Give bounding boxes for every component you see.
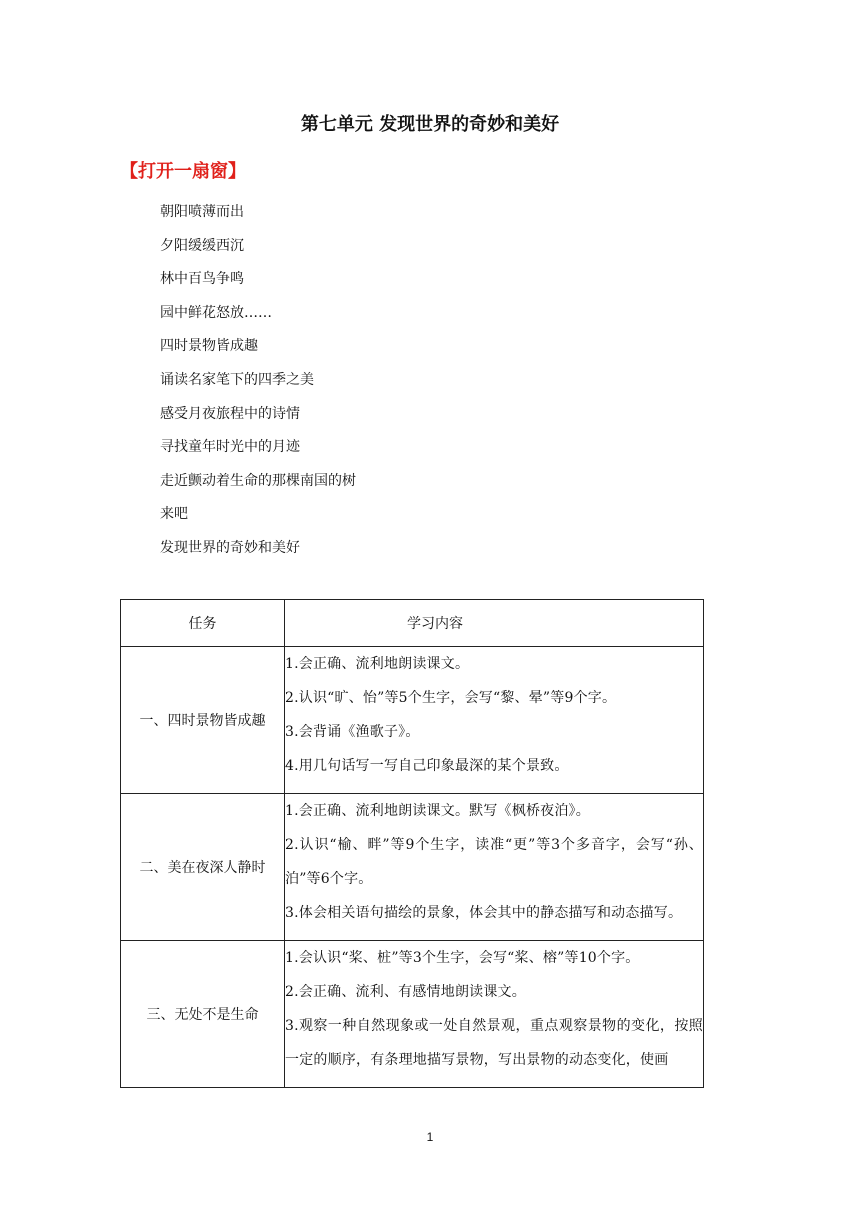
table-header-row	[121, 600, 704, 647]
table-row	[121, 794, 704, 941]
content-item: 3.会背诵《渔歌子》。	[285, 724, 420, 740]
task-name: 二、美在夜深人静时	[121, 794, 285, 941]
poem-line: 诵读名家笔下的四季之美	[160, 371, 314, 388]
poem-lines	[160, 198, 356, 568]
task-content	[285, 941, 704, 1088]
task-name: 三、无处不是生命	[121, 941, 285, 1088]
content-item: 2.认识“榆、畔”等9个生字，读准“更”等3个多音字，会写“孙、泊”等6个字。	[285, 837, 703, 887]
poem-line: 夕阳缓缓西沉	[160, 237, 244, 254]
poem-line: 来吧	[160, 506, 188, 523]
poem-line: 走近颤动着生命的那棵南国的树	[160, 472, 356, 489]
task-content	[285, 794, 704, 941]
content-item: 3.体会相关语句描绘的景象，体会其中的静态描写和动态描写。	[285, 905, 683, 921]
table-row	[121, 647, 704, 794]
content-item: 4.用几句话写一写自己印象最深的某个景致。	[285, 758, 569, 774]
section-heading: 【打开一扇窗】	[120, 161, 246, 182]
task-content	[285, 647, 704, 794]
poem-line: 园中鲜花怒放……	[160, 304, 272, 321]
poem-line: 感受月夜旅程中的诗情	[160, 405, 300, 422]
task-name: 一、四时景物皆成趣	[121, 647, 285, 794]
content-item: 1.会正确、流利地朗读课文。	[285, 656, 470, 672]
header-task: 任务	[121, 600, 285, 647]
content-item: 2.会正确、流利、有感情地朗读课文。	[285, 984, 526, 1000]
table-row	[121, 941, 704, 1088]
task-table	[120, 599, 704, 1088]
poem-line: 发现世界的奇妙和美好	[160, 539, 300, 556]
poem-line: 朝阳喷薄而出	[160, 204, 244, 220]
content-item: 3.观察一种自然现象或一处自然景观，重点观察景物的变化，按照一定的顺序，有条理地描写景物，写出景物的动态变化，使画	[285, 1018, 703, 1068]
content-item: 2.认识“旷、怡”等5个生字，会写“黎、晕”等9个字。	[285, 690, 617, 706]
poem-line: 林中百鸟争鸣	[160, 271, 244, 288]
header-content: 学习内容	[285, 600, 704, 647]
content-item: 1.会认识“桨、桩”等3个生字，会写“桨、榕”等10个字。	[285, 950, 640, 966]
poem-line: 寻找童年时光中的月迹	[160, 439, 300, 456]
page-number: 1	[426, 1130, 434, 1144]
poem-line: 四时景物皆成趣	[160, 338, 258, 355]
page-title: 第七单元 发现世界的奇妙和美好	[300, 114, 560, 135]
content-item: 1.会正确、流利地朗读课文。默写《枫桥夜泊》。	[285, 803, 590, 819]
